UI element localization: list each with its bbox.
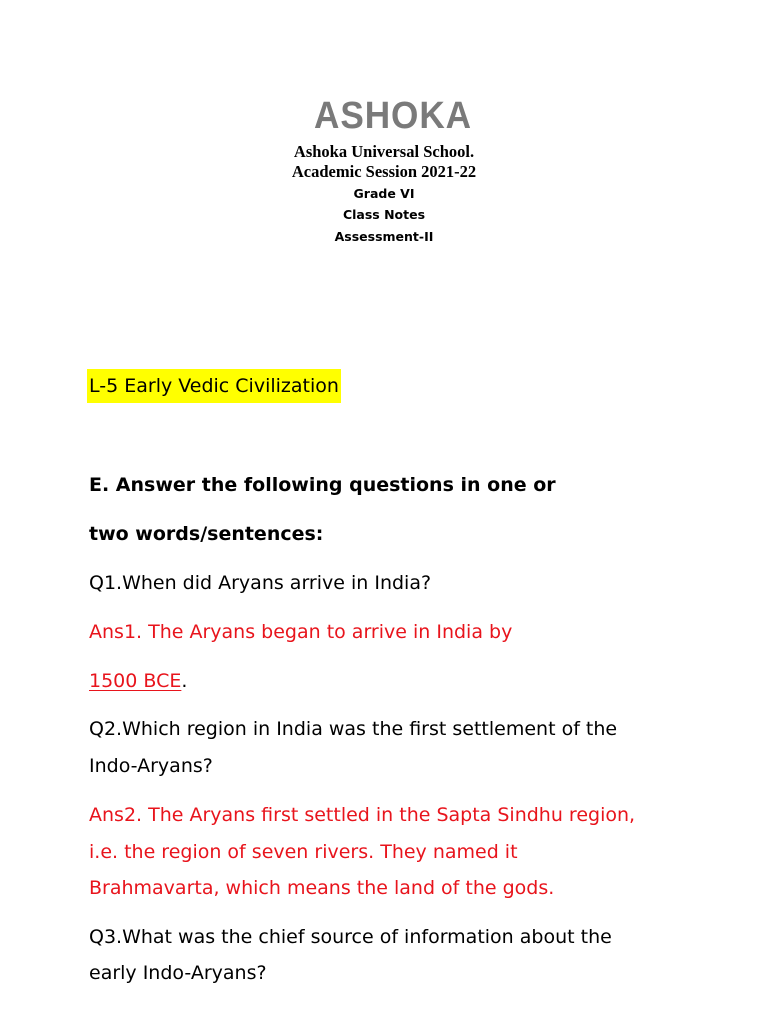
section-heading-line-1: E. Answer the following questions in one or [89, 474, 556, 496]
logo-text: ASHOKA [314, 96, 472, 132]
chapter-title: L-5 Early Vedic Civilization [87, 369, 341, 403]
answer-1-period: . [181, 670, 188, 692]
question-2-line-2: Indo-Aryans? [89, 755, 213, 777]
question-3-line-2: early Indo-Aryans? [89, 962, 267, 984]
academic-session: Academic Session 2021-22 [291, 162, 477, 181]
grade: Grade VI [353, 186, 415, 201]
ashoka-logo [314, 96, 474, 132]
assessment: Assessment-II [334, 229, 434, 244]
answer-2-line-3: Brahmavarta, which means the land of the gods. [89, 877, 555, 899]
section-heading-line-2: two words/sentences: [89, 523, 324, 545]
answer-2-line-1: Ans2. The Aryans first settled in the Sapta Sindhu region, [89, 804, 636, 826]
answer-1-line-1: Ans1. The Aryans began to arrive in India by [89, 621, 513, 643]
question-1: Q1.When did Aryans arrive in India? [89, 572, 432, 594]
question-3-line-1: Q3.What was the chief source of information about the [89, 926, 612, 948]
ashoka-logo-graphic [314, 96, 474, 132]
school-name: Ashoka Universal School. [293, 142, 475, 161]
question-2-line-1: Q2.Which region in India was the first settlement of the [89, 718, 618, 740]
answer-1-date: 1500 BCE [89, 670, 182, 692]
answer-2-line-2: i.e. the region of seven rivers. They named it [89, 841, 518, 863]
class-notes: Class Notes [342, 207, 426, 222]
answer-1-line-2 [89, 666, 187, 696]
